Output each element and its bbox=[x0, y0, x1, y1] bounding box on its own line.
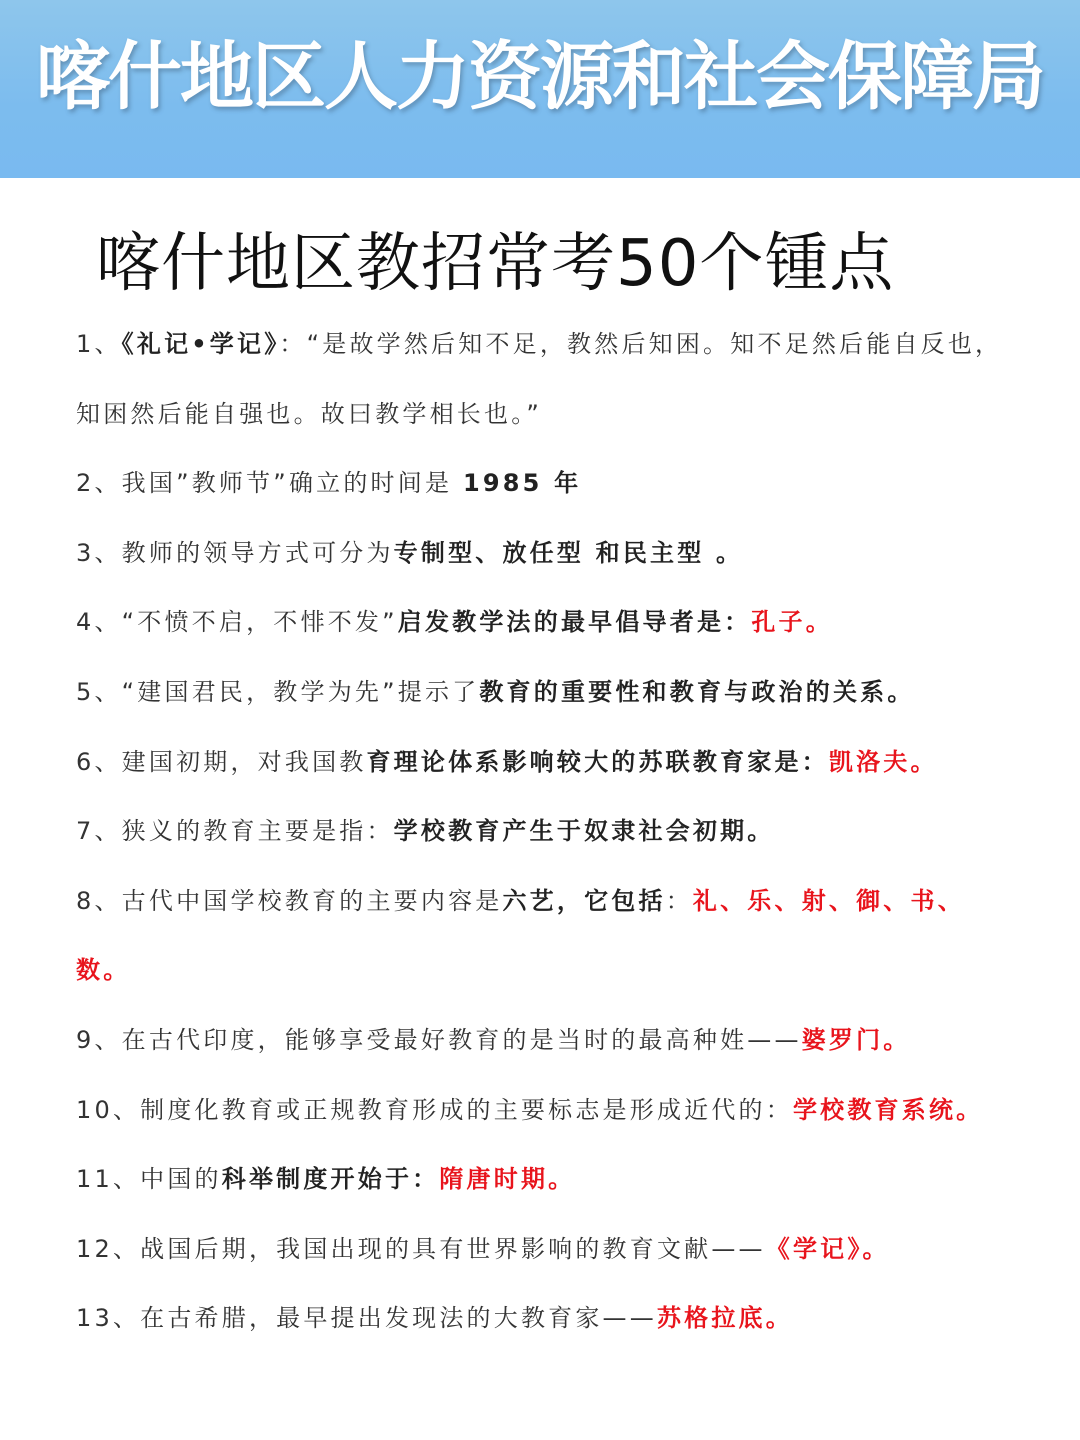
list-item bbox=[76, 588, 1016, 658]
item-number: 5、 bbox=[76, 677, 122, 706]
item-text: 建国初期，对我国教 bbox=[121, 747, 367, 776]
answer-highlight: 《学记》。 bbox=[765, 1234, 890, 1263]
item-number: 6、 bbox=[76, 747, 122, 776]
item-number: 11、 bbox=[76, 1165, 141, 1194]
key-phrase: 专制型、放任型 和民主型 。 bbox=[393, 538, 744, 567]
item-text: 古代中国学校教育的主要内容是 bbox=[121, 886, 503, 915]
item-number: 10、 bbox=[76, 1095, 141, 1124]
item-text: ：“是故学然后知不足，教然后知困。知不足然后能自反也，知困然后能自强也。故曰教学相长也。” bbox=[76, 330, 1003, 428]
item-text: 制度化教育或正规教育形成的主要标志是形成近代的： bbox=[140, 1095, 793, 1124]
key-phrase: 启发教学法的最早倡导者是： bbox=[397, 608, 752, 637]
item-number: 12、 bbox=[76, 1234, 141, 1263]
list-item bbox=[76, 867, 1016, 1006]
item-number: 7、 bbox=[76, 817, 122, 846]
list-item bbox=[76, 1145, 1016, 1215]
list-item bbox=[76, 797, 1016, 867]
answer-highlight: 孔子。 bbox=[751, 608, 833, 637]
item-text: 在古希腊，最早提出发现法的大教育家—— bbox=[140, 1304, 657, 1333]
answer-highlight: 婆罗门。 bbox=[801, 1025, 911, 1054]
answer-highlight: 礼、乐、射、御、书、数。 bbox=[76, 886, 965, 985]
answer-highlight: 苏格拉底。 bbox=[656, 1304, 793, 1333]
point-list bbox=[76, 310, 1016, 1354]
answer-highlight: 学校教育系统。 bbox=[792, 1095, 984, 1124]
item-text: “不愤不启，不悱不发” bbox=[121, 608, 398, 637]
header-banner bbox=[0, 0, 1080, 178]
list-item bbox=[76, 449, 1016, 519]
banner-title: 喀什地区人力资源和社会保障局 bbox=[36, 34, 1044, 120]
key-phrase: 育理论体系影响较大的苏联教育家是： bbox=[366, 747, 829, 776]
key-phrase: 教育的重要性和教育与政治的关系。 bbox=[479, 677, 915, 706]
list-item bbox=[76, 658, 1016, 728]
key-phrase: 《礼记•学记》 bbox=[121, 330, 280, 358]
list-item bbox=[76, 1006, 1016, 1076]
item-number: 13、 bbox=[76, 1304, 141, 1333]
item-text: 我国”教师节”确立的时间是 bbox=[121, 469, 463, 498]
list-item bbox=[76, 1284, 1016, 1354]
item-text: 狭义的教育主要是指： bbox=[121, 817, 394, 846]
item-number: 3、 bbox=[76, 538, 122, 567]
page-title: 喀什地区教招常考50个锺点 bbox=[96, 227, 895, 301]
list-item bbox=[76, 1076, 1016, 1146]
list-item bbox=[76, 519, 1016, 589]
list-item bbox=[76, 310, 1016, 449]
item-text: 教师的领导方式可分为 bbox=[121, 538, 394, 567]
item-number: 8、 bbox=[76, 886, 122, 915]
answer-highlight: 凯洛夫。 bbox=[828, 747, 938, 776]
key-phrase: 1985 年 bbox=[462, 469, 582, 498]
item-text: “建国君民，教学为先”提示了 bbox=[121, 677, 480, 706]
key-phrase: 科举制度开始于： bbox=[221, 1165, 440, 1194]
item-number: 2、 bbox=[76, 469, 122, 498]
answer-highlight: 隋唐时期。 bbox=[439, 1165, 576, 1194]
item-text: 中国的 bbox=[140, 1165, 222, 1194]
list-item bbox=[76, 1215, 1016, 1285]
key-phrase: 学校教育产生于奴隶社会初期。 bbox=[393, 817, 775, 846]
item-number: 9、 bbox=[76, 1025, 122, 1054]
key-phrase: 六艺，它包括 bbox=[502, 886, 666, 915]
item-text: 战国后期，我国出现的具有世界影响的教育文献—— bbox=[140, 1234, 766, 1263]
item-number: 1、 bbox=[76, 330, 122, 358]
item-text: ： bbox=[665, 886, 693, 915]
item-text: 在古代印度，能够享受最好教育的是当时的最高种姓—— bbox=[121, 1025, 802, 1054]
item-number: 4、 bbox=[76, 608, 122, 637]
list-item bbox=[76, 728, 1016, 798]
